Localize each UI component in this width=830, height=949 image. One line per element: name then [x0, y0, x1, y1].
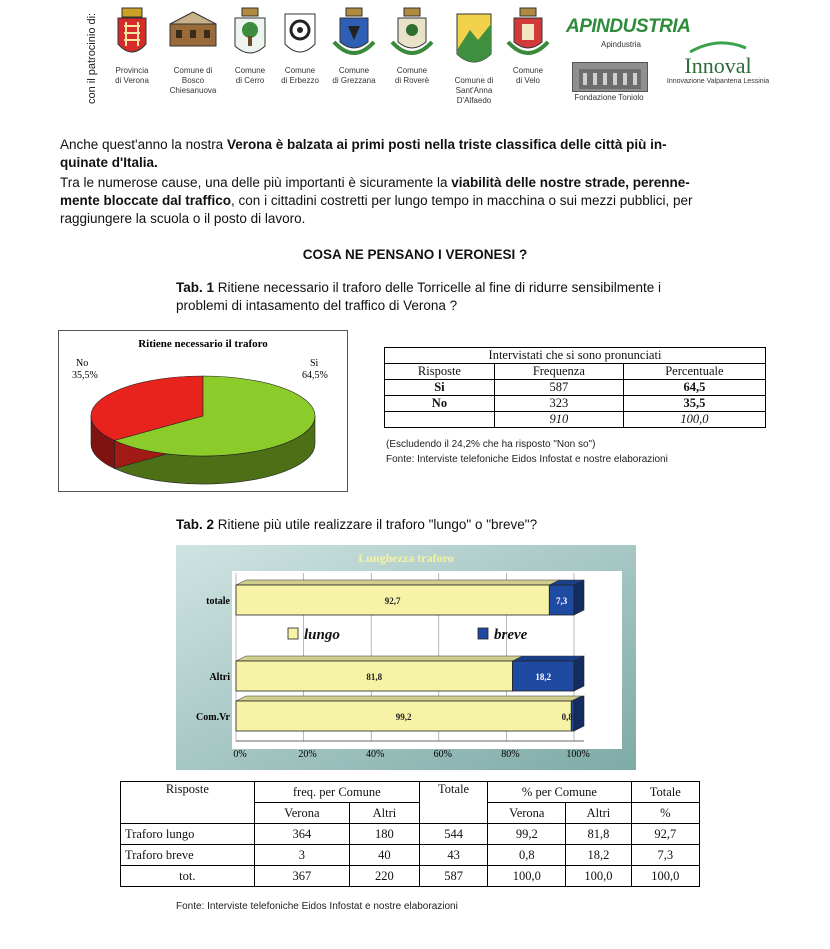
- bar-chart: [176, 545, 636, 770]
- table-cell: 7,3: [631, 845, 699, 866]
- x-tick-label: 20%: [298, 749, 317, 760]
- toniolo-caption: Fondazione Toniolo: [574, 93, 644, 102]
- table-cell: 100,0: [631, 866, 699, 887]
- table-cell: Traforo lungo: [121, 824, 255, 845]
- table-cell: 35,5: [623, 396, 765, 412]
- tab1-question: Tab. 1 Ritiene necessario il traforo delle Torricelle al fine di ridurre sensibilmente i problemi di intasamento del traffico di Verona ?: [176, 280, 661, 313]
- table-cell: 0,8: [488, 845, 566, 866]
- bar-side: [574, 580, 584, 615]
- table-header: Verona: [488, 803, 566, 824]
- bar-value-label: 0,8: [561, 712, 573, 722]
- table-header: Risposte: [121, 782, 255, 824]
- table-row: [385, 412, 766, 428]
- intro-paragraph-1: Anche quest'anno la nostra Verona è balzata ai primi posti nella triste classifica delle città più in- quinate d'Italia.: [60, 137, 667, 170]
- intro-paragraph-2: Tra le numerose cause, una delle più importanti è sicuramente la viabilità delle nostre strade, perenne- mente bloccate dal traffico, con i cittadini costretti per lungo tempo in macchina o sui mezzi pubblici, per raggiungere la scuola o il posto di lavoro.: [60, 175, 693, 226]
- crest-icon: [454, 10, 494, 72]
- patronage-label: con il patrocinio di:: [86, 12, 98, 104]
- table-row: [121, 866, 700, 887]
- tab1-source: Fonte: Interviste telefoniche Eidos Infostat e nostre elaborazioni: [386, 454, 668, 465]
- section-title: COSA NE PENSANO I VERONESI ?: [302, 247, 528, 262]
- crest-icon: [282, 6, 318, 62]
- logo-provincia-verona: Provincia di Verona: [108, 6, 156, 86]
- legend-swatch-lungo: [288, 628, 298, 639]
- logo-grezzana: Comune di Grezzana: [328, 6, 380, 86]
- table-cell: 367: [254, 866, 349, 887]
- table-header: Verona: [254, 803, 349, 824]
- tab2-source: Fonte: Interviste telefoniche Eidos Infostat e nostre elaborazioni: [176, 901, 458, 912]
- tab2-table: [120, 781, 700, 887]
- crest-icon: [388, 6, 436, 62]
- legend-label-lungo: lungo: [304, 627, 340, 643]
- table-cell: 220: [349, 866, 419, 887]
- x-tick-label: 0%: [233, 749, 247, 760]
- table-cell: Traforo breve: [121, 845, 255, 866]
- bar-side: [574, 656, 584, 691]
- table-header: Frequenza: [494, 364, 623, 380]
- table-header: Altri: [349, 803, 419, 824]
- bar-top-lungo: [236, 580, 559, 585]
- table-cell: 100,0: [566, 866, 631, 887]
- table-header: Risposte: [385, 364, 495, 380]
- bar-value-label: 81,8: [366, 672, 383, 682]
- table-cell: 364: [254, 824, 349, 845]
- bar-chart-title: Lunghezza traforo: [358, 551, 454, 565]
- table-header: Totale: [419, 782, 487, 824]
- bar-value-label: 92,7: [384, 596, 401, 606]
- pie-chart: [58, 330, 348, 492]
- bar-value-label: 7,3: [556, 596, 568, 606]
- table-cell: 43: [419, 845, 487, 866]
- table-header: %: [631, 803, 699, 824]
- table-cell: 910: [494, 412, 623, 428]
- logo-cerro: Comune di Cerro: [228, 6, 272, 86]
- tab1-table: [384, 347, 766, 428]
- tab1-table-caption: Intervistati che si sono pronunciati: [385, 348, 766, 364]
- bar-value-label: 99,2: [395, 712, 412, 722]
- table-cell: 3: [254, 845, 349, 866]
- table-cell: 81,8: [566, 824, 631, 845]
- tab2-question: Tab. 2 Ritiene più utile realizzare il traforo "lungo" o "breve"?: [176, 517, 538, 532]
- category-label: totale: [206, 596, 230, 607]
- legend-swatch-breve: [478, 628, 488, 639]
- table-cell: 587: [494, 380, 623, 396]
- table-cell: 92,7: [631, 824, 699, 845]
- x-tick-label: 100%: [566, 749, 590, 760]
- logo-innoval: Innoval Innovazione Valpantena Lessinia: [664, 40, 772, 85]
- category-label: Altri: [209, 672, 230, 683]
- table-cell: 587: [419, 866, 487, 887]
- swoosh-icon: [688, 40, 748, 54]
- bar-top-breve: [512, 656, 584, 661]
- table-header: % per Comune: [488, 782, 631, 803]
- logo-apindustria: APINDUSTRIA Apindustria: [566, 16, 691, 49]
- x-tick-label: 40%: [366, 749, 385, 760]
- table-cell: 100,0: [488, 866, 566, 887]
- table-cell: tot.: [121, 866, 255, 887]
- table-header: Totale: [631, 782, 699, 803]
- crest-icon: [504, 6, 552, 62]
- toniolo-building-image: [572, 62, 648, 92]
- x-tick-label: 60%: [433, 749, 452, 760]
- bar-top-lungo: [236, 656, 522, 661]
- bar-value-label: 18,2: [535, 672, 552, 682]
- tab1-note: (Escludendo il 24,2% che ha risposto "Non so"): [386, 439, 596, 450]
- table-header: Percentuale: [623, 364, 765, 380]
- table-cell: 40: [349, 845, 419, 866]
- table-cell: 323: [494, 396, 623, 412]
- pie-chart-title: Ritiene necessario il traforo: [138, 338, 268, 350]
- category-label: Com.Vr: [196, 712, 230, 723]
- table-row: [385, 396, 766, 412]
- legend-label-breve: breve: [494, 627, 528, 643]
- table-cell: [385, 412, 495, 428]
- pie-datalabel-si: 64,5%: [302, 370, 328, 381]
- crest-icon: [112, 6, 152, 62]
- table-cell: 100,0: [623, 412, 765, 428]
- crest-icon: [231, 6, 269, 62]
- logo-velo: Comune di Velo: [502, 6, 554, 86]
- table-row: [385, 380, 766, 396]
- table-header: Altri: [566, 803, 631, 824]
- table-header: freq. per Comune: [254, 782, 419, 803]
- table-cell: 64,5: [623, 380, 765, 396]
- logo-rovere: Comune di Roverè: [386, 6, 438, 86]
- table-row: [121, 824, 700, 845]
- table-cell: 18,2: [566, 845, 631, 866]
- x-tick-label: 80%: [501, 749, 520, 760]
- crest-icon: [166, 6, 220, 62]
- pie-datalabel-no: 35,5%: [72, 370, 98, 381]
- pie-label-si: Si: [310, 358, 319, 369]
- pie-label-no: No: [76, 358, 89, 369]
- bar-side: [574, 696, 584, 731]
- table-cell: No: [385, 396, 495, 412]
- bar-top-lungo: [236, 696, 581, 701]
- table-row: [121, 845, 700, 866]
- table-cell: Si: [385, 380, 495, 396]
- logo-santanna-dalfaedo: Comune di Sant'Anna D'Alfaedo: [446, 10, 502, 106]
- table-cell: 544: [419, 824, 487, 845]
- crest-icon: [330, 6, 378, 62]
- table-cell: 180: [349, 824, 419, 845]
- table-cell: 99,2: [488, 824, 566, 845]
- logo-erbezzo: Comune di Erbezzo: [276, 6, 324, 86]
- logo-bosco-chiesanuova: Comune di Bosco Chiesanuova: [160, 6, 226, 96]
